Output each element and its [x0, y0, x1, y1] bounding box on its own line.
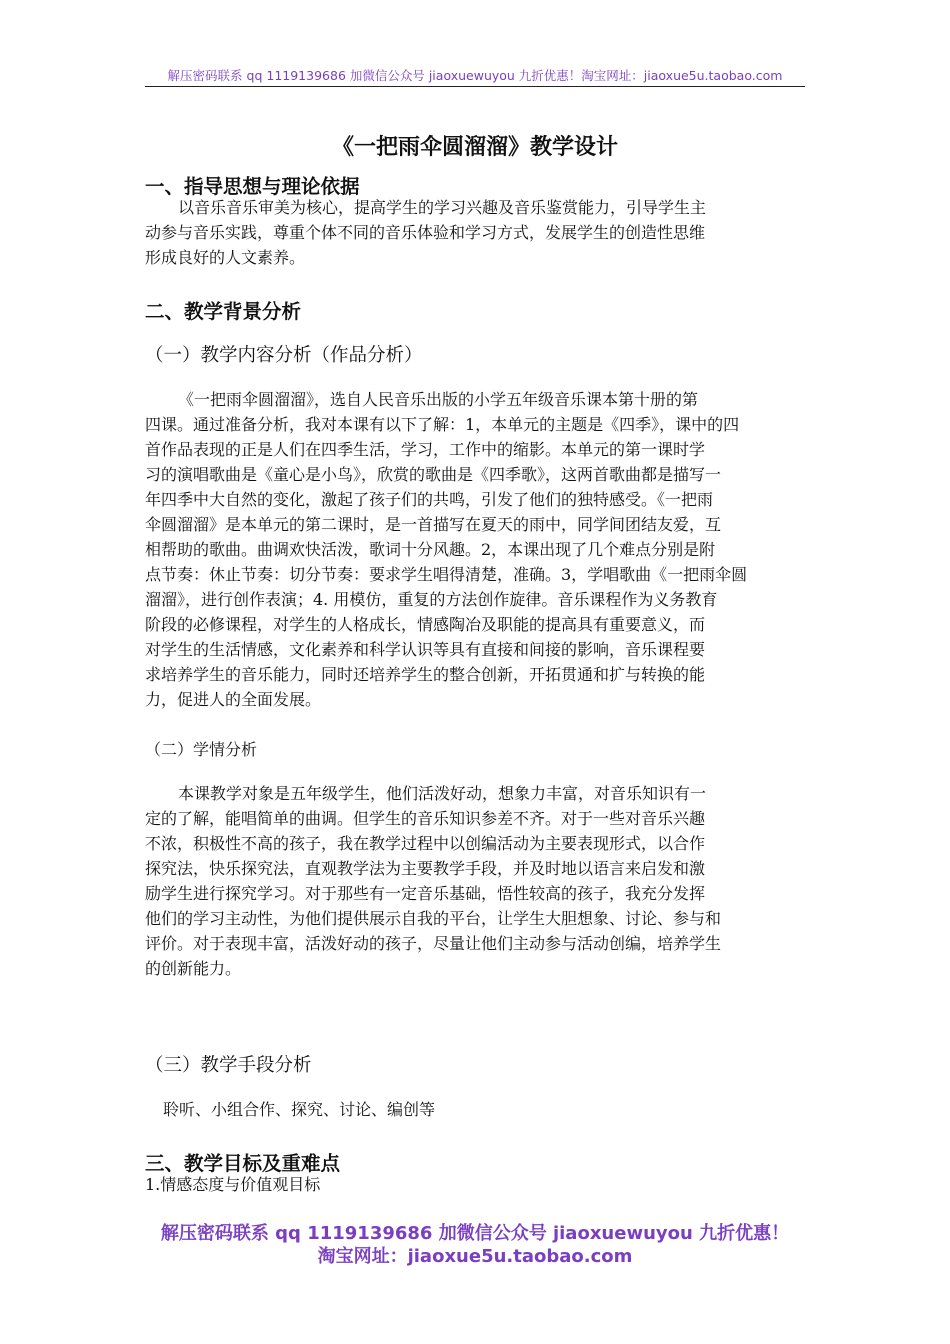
subsection-1-line: 伞圆溜溜》是本单元的第二课时，是一首描写在夏天的雨中，同学间团结友爱，互: [145, 515, 722, 534]
subsection-1-line: 年四季中大自然的变化，激起了孩子们的共鸣，引发了他们的独特感受。《一把雨: [145, 490, 714, 509]
section-3-heading: 三、教学目标及重难点: [145, 1152, 341, 1175]
subsection-1-line: 首作品表现的正是人们在四季生活，学习，工作中的缩影。本单元的第一课时学: [145, 440, 706, 459]
section-1-heading: 一、指导思想与理论依据: [145, 175, 360, 198]
page-footer-watermark-line1: 解压密码联系 qq 1119139686 加微信公众号 jiaoxuewuyou 九折优惠！: [160, 1223, 790, 1244]
section-2-heading: 二、教学背景分析: [145, 300, 302, 323]
section-1-line: 以音乐音乐审美为核心，提高学生的学习兴趣及音乐鉴赏能力，引导学生主: [178, 198, 707, 217]
subsection-1-line: 对学生的生活情感，文化素养和科学认识等具有直接和间接的影响，音乐课程要: [145, 640, 706, 659]
document-title: 《一把雨伞圆溜溜》教学设计: [331, 135, 618, 160]
subsection-2-line: 他们的学习主动性，为他们提供展示自我的平台，让学生大胆想象、讨论、参与和: [145, 909, 722, 928]
subsection-1-line: 四课。通过准备分析，我对本课有以下了解：1，本单元的主题是《四季》，课中的四: [145, 415, 740, 434]
subsection-2-line: 评价。对于表现丰富，活泼好动的孩子，尽量让他们主动参与活动创编，培养学生: [145, 934, 722, 953]
subsection-1-line: 溜溜》，进行创作表演；4. 用模仿，重复的方法创作旋律。音乐课程作为义务教育: [145, 590, 718, 609]
page-header-watermark: 解压密码联系 qq 1119139686 加微信公众号 jiaoxuewuyou 九折优惠！淘宝网址：jiaoxue5u.taobao.com: [145, 66, 805, 87]
subsection-3-heading: （三）教学手段分析: [145, 1055, 312, 1076]
subsection-2-line: 的创新能力。: [145, 959, 242, 978]
subsection-1-line: 相帮助的歌曲。曲调欢快活泼，歌词十分风趣。2，本课出现了几个难点分别是附: [145, 540, 716, 559]
subsection-2-line: 励学生进行探究学习。对于那些有一定音乐基础，悟性较高的孩子，我充分发挥: [145, 884, 706, 903]
subsection-1-line: 习的演唱歌曲是《童心是小鸟》，欣赏的歌曲是《四季歌》，这两首歌曲都是描写一: [145, 465, 722, 484]
subsection-2-line: 定的了解，能唱简单的曲调。但学生的音乐知识参差不齐。对于一些对音乐兴趣: [145, 809, 706, 828]
section-3-line: 1.情感态度与价值观目标: [145, 1175, 321, 1194]
section-1-line: 形成良好的人文素养。: [145, 248, 306, 267]
subsection-2-line: 不浓，积极性不高的孩子，我在教学过程中以创编活动为主要表现形式，以合作: [145, 834, 706, 853]
subsection-2-heading: （二）学情分析: [145, 740, 258, 759]
subsection-1-heading: （一）教学内容分析（作品分析）: [145, 345, 423, 366]
subsection-2-line: 探究法，快乐探究法，直观教学法为主要教学手段，并及时地以语言来启发和激: [145, 859, 706, 878]
subsection-1-line: 阶段的必修课程，对学生的人格成长，情感陶冶及职能的提高具有重要意义，而: [145, 615, 706, 634]
subsection-1-line: 力，促进人的全面发展。: [145, 690, 322, 709]
subsection-1-line: 《一把雨伞圆溜溜》，选自人民音乐出版的小学五年级音乐课本第十册的第: [178, 390, 699, 409]
section-1-line: 动参与音乐实践，尊重个体不同的音乐体验和学习方式，发展学生的创造性思维: [145, 223, 706, 242]
subsection-1-line: 求培养学生的音乐能力，同时还培养学生的整合创新，开拓贯通和扩与转换的能: [145, 665, 706, 684]
subsection-2-line: 本课教学对象是五年级学生，他们活泼好动，想象力丰富，对音乐知识有一: [178, 784, 707, 803]
page-footer-watermark-line2: 淘宝网址：jiaoxue5u.taobao.com: [317, 1246, 633, 1267]
subsection-3-line: 聆听、小组合作、探究、讨论、编创等: [163, 1100, 436, 1119]
subsection-1-line: 点节奏：休止节奏：切分节奏：要求学生唱得清楚，准确。3，学唱歌曲《一把雨伞圆: [145, 565, 748, 584]
